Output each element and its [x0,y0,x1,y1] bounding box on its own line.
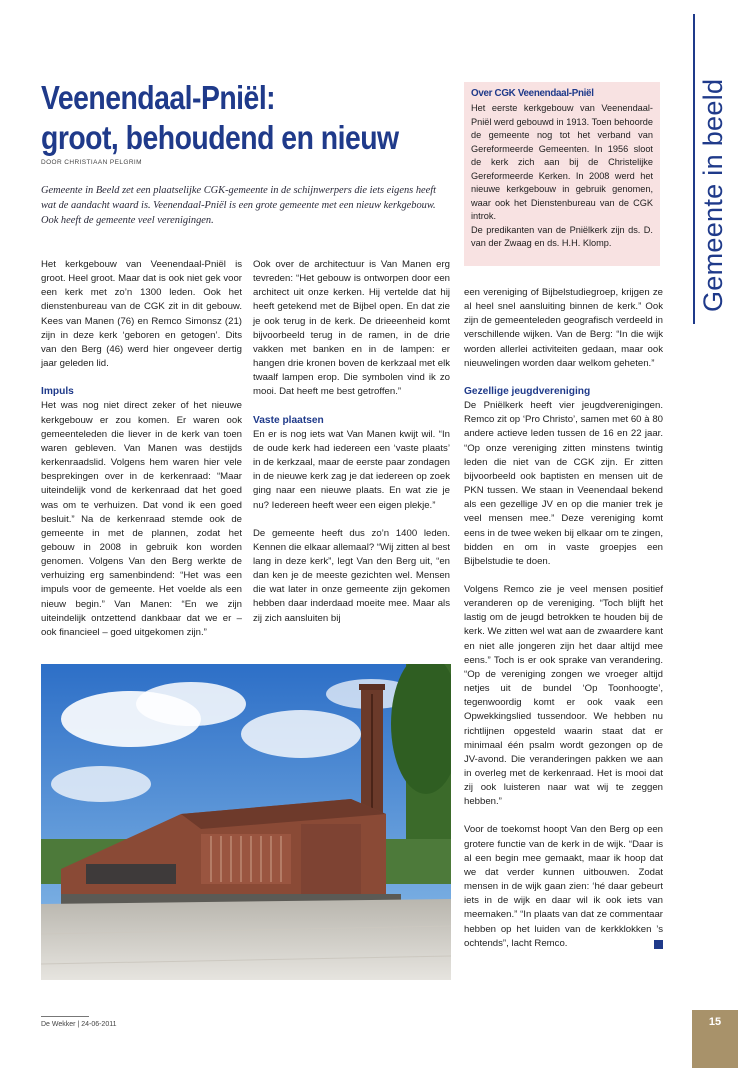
paragraph: een vereniging of Bijbelstudiegroep, krijgen ze al heel snel aansluiting binnen de kerk.” Ook zijn de gemeenteleden geografisch verdeeld in verschillende wijken. Van de Berg: “In die wijk worden allerlei activiteiten gedaan, maar ook nieuwelingen worden daar welkom geheten.” [464,287,663,369]
church-photo [41,664,451,980]
paragraph-text: Voor de toekomst hoopt Van den Berg op een grotere functie van de kerk in de wijk. “Daar is al een begin mee gemaakt, maar ik hoop dat we dat verder kunnen uitbouwen. Zodat mensen in de wijk gaan zien: ‘hé daar gebeurt iets in de wijk en daar wil ik ook iets van meemaken.” “In plaats van dat ze commentaar hebben op het luiden van de kerkklokken ’s ochtends”, lacht Remco. [464,824,663,949]
column-2 [253,258,450,626]
subheading-jeugdvereniging: Gezellige jeugdvereniging [464,385,591,397]
end-mark [654,940,663,949]
subheading-vaste-plaatsen: Vaste plaatsen [253,414,324,426]
paragraph: Ook over de architectuur is Van Manen erg tevreden: “Het gebouw is ontworpen door een architect uit onze kerken. Hij vertelde dat hij heeft getekend met de Bijbel open. En dat zie je ook terug in de kerk. De drieeenheid komt bijvoorbeeld terug in de ramen, in de drie vakken met banken en in de lampen: er hangen drie kronen boven de kerkzaal met elk twaalf lampen erop. Die symbolen vind ik zo mooi. Dat heeft me best getroffen.” [253,259,450,398]
footer-publication: De Wekker | 24-06-2011 [41,1021,117,1028]
paragraph: De Pniëlkerk heeft vier jeugdverenigingen. Remco zit op ‘Pro Christo’, samen met 60 à 80 andere actieve leden tussen de 16 en 22 jaar. “Op onze vereniging zitten minstens twintig leden die niet van de CGK zijn. Er zitten bijvoorbeeld ook baptisten en mensen uit de PKN tussen. We staan in Veenendaal bekend als een gezellige JV en op die manier trek je veel mensen mee.” Deze vereniging komt eens in de twee weken bij elkaar om te zingen, bidden en om in vaste groepjes een Bijbelstudie te doen. [464,400,663,567]
column-1 [41,258,242,640]
info-box-title: Over CGK Veenendaal-Pniël [471,88,594,99]
byline: DOOR CHRISTIAAN PELGRIM [41,159,142,166]
subheading-impuls: Impuls [41,386,74,398]
church-building-illustration [41,664,451,980]
info-box [464,82,660,266]
paragraph: Het kerkgebouw van Veenendaal-Pniël is groot. Heel groot. Maar dat is ook niet gek voor een kerk met zo’n 1300 leden. Ook het dienstenbureau van de CGK zit in dit gebouw. Kees van Manen (76) en Remco Simonsz (21) zijn in deze kerk ‘geboren en getogen’. Dits van den Berg (46) werd hier ongeveer dertig jaar geleden lid. [41,259,242,370]
paragraph [464,823,663,950]
info-box-ministers: De predikanten van de Pniëlkerk zijn ds. D. van der Zwaag en ds. H.H. Klomp. [471,224,653,248]
column-3 [464,286,663,951]
paragraph: Het was nog niet direct zeker of het nieuwe kerkgebouw er zou komen. Er waren ook gemeenteleden die liever in de kerk van toen waren gebleven. Van Manen was destijds kerkenraadslid. Volgens hem waren hier vele besprekingen over in de kerkenraad: “Maar uiteindelijk vond de kerkenraad dat het goed was om te verhuizen. Dat vond ik een goed besluit.” Na de kerkenraad stemde ook de gemeente in met de plannen, zodat het gebouw in 2008 in gebruik kon worden genomen. Volgens Van den Berg werkte de verhuizing erg samenbindend: “Het was een impuls voor de gemeente. Het voelde als een nieuw begin.” Van Manen: “En we zijn uiteindelijk ontzettend dankbaar dat we er – ook financieel – goed uitgekomen zijn.” [41,400,242,638]
page-number-box [692,1010,738,1068]
section-rule [693,14,695,324]
intro-paragraph: Gemeente in Beeld zet een plaatselijke CGK-gemeente in de schijnwerpers die iets eigens heeft wat de aandacht waard is. Veenendaal-Pniël is een grote gemeente met een nieuw kerkgebouw. Ook heeft de gemeente veel verenigingen. [41,185,437,226]
article-title [41,78,399,158]
title-line-1: Veenendaal-Pniël: [41,79,276,116]
paragraph: Volgens Remco zie je veel mensen positief veranderen op de vereniging. “Toch blijft het lastig om de jeugd betrokken te houden bij de kerk. We zitten wel wat aan de zwaardere kant en niet alle jongeren zijn het daar altijd mee eens.” Toch is er ook sprake van verandering. “Op de vereniging zongen we vroeger altijd netjes uit de bundel ‘Op Toonhoogte’, tegenwoordig komt er ook vaak een Opwekkingslied tussendoor. We hebben nu richtlijnen opgesteld waarin staat dat er minimaal één psalm wordt gezongen op de JV-avond. Die veranderingen pakken we aan in overleg met de kerkenraad. Het is mooi dat zij ook luisteren naar wat wij te zeggen hebben.” [464,583,663,808]
section-label: Gemeente in beeld [698,78,728,312]
page-number: 15 [708,1016,722,1028]
title-line-2: groot, behoudend en nieuw [41,119,399,156]
paragraph: De gemeente heeft dus zo’n 1400 leden. Kennen die elkaar allemaal? “Wij zitten al best lang in deze kerk”, legt Van den Berg uit, “en dan ken je de meeste gezichten wel. Mensen die wat later in onze gemeente zijn gekomen hebben daar inderdaad moeite mee. Maar als zij zich aansluiten bij [253,527,450,624]
footer-rule [41,1016,89,1017]
info-box-text: Het eerste kerkgebouw van Veenendaal-Pniël werd gebouwd in 1913. Toen behoorde de gemeente nog tot het verband van Gereformeerde Gemeenten. In 1956 sloot de kerk zich aan bij de Christelijke Gereformeerde Kerken. In 2008 werd het nieuwe kerkgebouw in gebruik genomen, waar ook het Dienstenbureau van de CGK introk. [471,103,653,221]
paragraph: En er is nog iets wat Van Manen kwijt wil. “In de oude kerk had iedereen een ‘vaste plaats’ in de kerkzaal, maar de eerste paar zondagen in de nieuwe kerk zag je dat iedereen op zoek ging naar een nieuwe plaats. En wat zie je nu? Iedereen heeft weer een eigen plekje.” [253,428,450,511]
